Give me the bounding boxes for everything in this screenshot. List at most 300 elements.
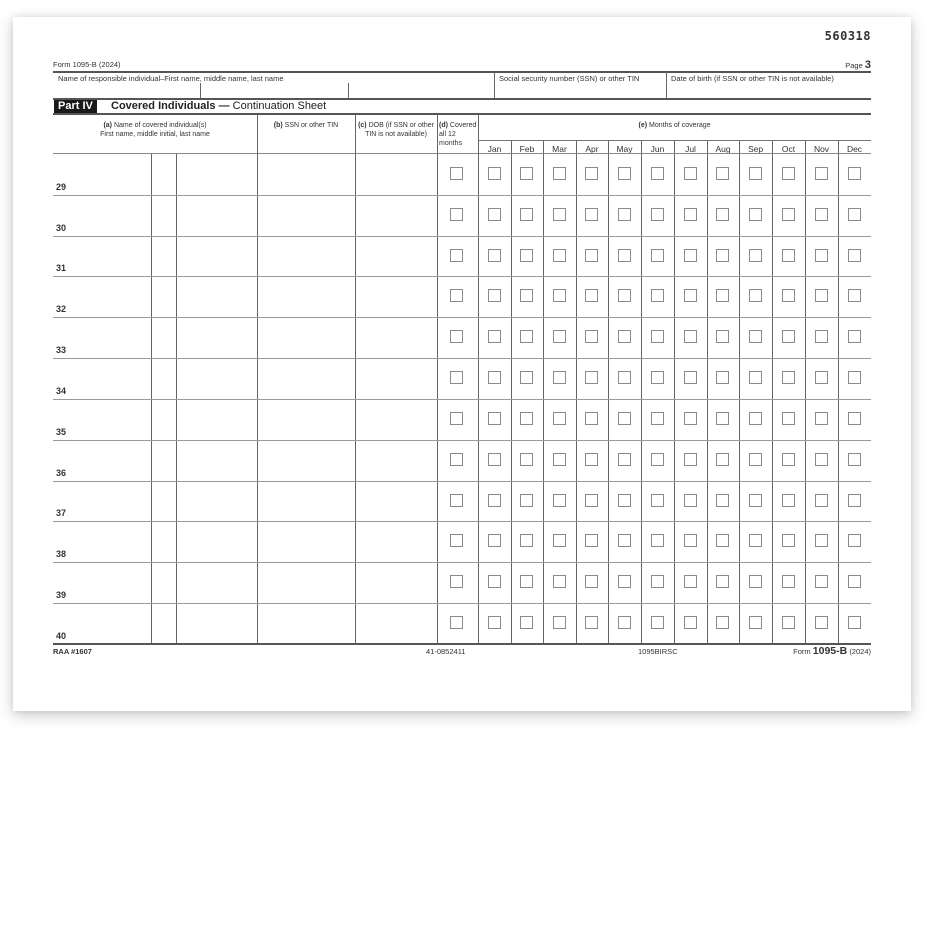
- month-checkbox-nov[interactable]: [815, 494, 828, 507]
- month-checkbox-aug[interactable]: [716, 371, 729, 384]
- covered-all-12-months-checkbox[interactable]: [450, 167, 463, 180]
- month-header-11: Dec: [846, 144, 863, 154]
- month-checkbox-aug[interactable]: [716, 289, 729, 302]
- month-checkbox-jan[interactable]: [488, 208, 501, 221]
- month-checkbox-dec[interactable]: [848, 575, 861, 588]
- page-label: Page: [845, 61, 863, 70]
- month-checkbox-jun[interactable]: [651, 575, 664, 588]
- month-checkbox-jan[interactable]: [488, 371, 501, 384]
- month-header-3: Apr: [585, 144, 599, 154]
- month-header-0: Jan: [487, 144, 502, 154]
- month-checkbox-sep[interactable]: [749, 412, 762, 425]
- month-checkbox-feb[interactable]: [520, 371, 533, 384]
- responsible-name-label: Name of responsible individual–First name, middle name, last name: [58, 74, 284, 83]
- month-checkbox-may[interactable]: [618, 249, 631, 262]
- month-checkbox-may[interactable]: [618, 494, 631, 507]
- month-checkbox-jun[interactable]: [651, 289, 664, 302]
- month-checkbox-may[interactable]: [618, 330, 631, 343]
- col-e-label: Months of coverage: [649, 122, 711, 129]
- month-checkbox-jul[interactable]: [684, 208, 697, 221]
- row-number: 38: [56, 549, 67, 560]
- month-checkbox-jun[interactable]: [651, 167, 664, 180]
- ssn-field[interactable]: [258, 521, 355, 561]
- month-checkbox-aug[interactable]: [716, 412, 729, 425]
- month-checkbox-dec[interactable]: [848, 330, 861, 343]
- month-divider: [772, 141, 773, 644]
- month-checkbox-nov[interactable]: [815, 575, 828, 588]
- month-checkbox-oct[interactable]: [782, 289, 795, 302]
- responsible-name-field[interactable]: [53, 83, 494, 99]
- month-checkbox-dec[interactable]: [848, 412, 861, 425]
- footer-form-year: (2024): [849, 647, 871, 656]
- month-checkbox-sep[interactable]: [749, 371, 762, 384]
- part-title-bold: Covered Individuals —: [111, 100, 230, 112]
- month-checkbox-feb[interactable]: [520, 534, 533, 547]
- name-divider: [200, 83, 201, 99]
- month-checkbox-feb[interactable]: [520, 453, 533, 466]
- row-number: 37: [56, 508, 67, 519]
- dob-field[interactable]: [356, 195, 437, 235]
- ssn-field[interactable]: [258, 195, 355, 235]
- month-checkbox-sep[interactable]: [749, 616, 762, 629]
- month-checkbox-may[interactable]: [618, 453, 631, 466]
- name-middle-field[interactable]: [152, 358, 176, 398]
- month-checkbox-jul[interactable]: [684, 616, 697, 629]
- month-checkbox-may[interactable]: [618, 208, 631, 221]
- col-a-letter: (a): [103, 122, 112, 129]
- month-checkbox-aug[interactable]: [716, 330, 729, 343]
- dob-field[interactable]: [356, 276, 437, 316]
- month-divider: [543, 141, 544, 644]
- name-middle-field[interactable]: [152, 195, 176, 235]
- footer-form-id: [793, 645, 871, 657]
- col-a-header: [53, 121, 257, 139]
- col-c-header: [355, 121, 437, 139]
- month-checkbox-mar[interactable]: [553, 575, 566, 588]
- name-middle-field[interactable]: [152, 154, 176, 194]
- month-checkbox-oct[interactable]: [782, 249, 795, 262]
- responsible-ssn-label: Social security number (SSN) or other TIN: [499, 74, 640, 83]
- month-checkbox-aug[interactable]: [716, 494, 729, 507]
- month-divider: [511, 141, 512, 644]
- footer-form-prefix: Form: [793, 647, 811, 656]
- name-middle-field[interactable]: [152, 276, 176, 316]
- month-checkbox-jan[interactable]: [488, 289, 501, 302]
- month-checkbox-jun[interactable]: [651, 494, 664, 507]
- ssn-field[interactable]: [258, 358, 355, 398]
- month-checkbox-feb[interactable]: [520, 616, 533, 629]
- ssn-field[interactable]: [258, 603, 355, 643]
- name-first-field[interactable]: [53, 603, 151, 643]
- name-last-field[interactable]: [177, 603, 257, 643]
- month-checkbox-apr[interactable]: [585, 249, 598, 262]
- month-checkbox-jun[interactable]: [651, 330, 664, 343]
- month-checkbox-apr[interactable]: [585, 371, 598, 384]
- month-checkbox-feb[interactable]: [520, 208, 533, 221]
- month-divider: [838, 141, 839, 644]
- dob-field[interactable]: [356, 399, 437, 439]
- ssn-field[interactable]: [258, 399, 355, 439]
- name-last-field[interactable]: [177, 317, 257, 357]
- month-checkbox-aug[interactable]: [716, 167, 729, 180]
- month-header-8: Sep: [747, 144, 764, 154]
- month-header-1: Feb: [519, 144, 535, 154]
- month-checkbox-sep[interactable]: [749, 575, 762, 588]
- month-checkbox-jun[interactable]: [651, 208, 664, 221]
- month-checkbox-jan[interactable]: [488, 412, 501, 425]
- raa-code: RAA #1607: [53, 647, 92, 656]
- form-label: Form 1095-B (2024): [53, 60, 121, 69]
- ssn-field[interactable]: [258, 276, 355, 316]
- col-d-letter: (d): [439, 122, 448, 129]
- month-checkbox-nov[interactable]: [815, 330, 828, 343]
- month-checkbox-mar[interactable]: [553, 208, 566, 221]
- month-checkbox-nov[interactable]: [815, 534, 828, 547]
- month-checkbox-dec[interactable]: [848, 249, 861, 262]
- month-checkbox-dec[interactable]: [848, 453, 861, 466]
- page-indicator: [845, 59, 871, 71]
- name-middle-field[interactable]: [152, 521, 176, 561]
- month-checkbox-jul[interactable]: [684, 453, 697, 466]
- month-checkbox-jan[interactable]: [488, 616, 501, 629]
- dob-field[interactable]: [356, 236, 437, 276]
- name-middle-field[interactable]: [152, 236, 176, 276]
- col-b-label: SSN or other TIN: [284, 122, 339, 129]
- month-checkbox-sep[interactable]: [749, 208, 762, 221]
- month-checkbox-jan[interactable]: [488, 575, 501, 588]
- month-checkbox-nov[interactable]: [815, 249, 828, 262]
- month-checkbox-may[interactable]: [618, 289, 631, 302]
- header-rule: [53, 71, 871, 73]
- row-number: 39: [56, 590, 67, 601]
- ssn-field[interactable]: [258, 317, 355, 357]
- part-title-rest: Continuation Sheet: [232, 100, 327, 112]
- col-e-header: [478, 121, 871, 130]
- month-checkbox-sep[interactable]: [749, 534, 762, 547]
- month-checkbox-jan[interactable]: [488, 453, 501, 466]
- name-middle-field[interactable]: [152, 481, 176, 521]
- month-checkbox-jun[interactable]: [651, 249, 664, 262]
- month-checkbox-may[interactable]: [618, 575, 631, 588]
- dob-field[interactable]: [356, 358, 437, 398]
- month-checkbox-may[interactable]: [618, 412, 631, 425]
- month-checkbox-feb[interactable]: [520, 289, 533, 302]
- month-checkbox-dec[interactable]: [848, 494, 861, 507]
- month-checkbox-oct[interactable]: [782, 453, 795, 466]
- month-checkbox-sep[interactable]: [749, 494, 762, 507]
- name-first-field[interactable]: [53, 399, 151, 439]
- month-checkbox-nov[interactable]: [815, 289, 828, 302]
- col-b-header: [257, 121, 355, 130]
- month-checkbox-dec[interactable]: [848, 167, 861, 180]
- col-e-letter: (e): [638, 122, 648, 129]
- row-number: 32: [56, 304, 67, 315]
- month-checkbox-jan[interactable]: [488, 167, 501, 180]
- month-checkbox-jul[interactable]: [684, 534, 697, 547]
- name-last-field[interactable]: [177, 236, 257, 276]
- month-header-4: May: [616, 144, 633, 154]
- month-checkbox-dec[interactable]: [848, 371, 861, 384]
- row-number: 34: [56, 385, 67, 396]
- name-divider: [348, 83, 349, 99]
- month-checkbox-apr[interactable]: [585, 494, 598, 507]
- month-checkbox-mar[interactable]: [553, 167, 566, 180]
- name-first-field[interactable]: [53, 358, 151, 398]
- ssn-field[interactable]: [258, 154, 355, 194]
- name-first-field[interactable]: [53, 521, 151, 561]
- month-checkbox-feb[interactable]: [520, 167, 533, 180]
- name-last-field[interactable]: [177, 399, 257, 439]
- month-divider: [576, 141, 577, 644]
- part-badge: Part IV: [54, 100, 97, 113]
- name-first-field[interactable]: [53, 276, 151, 316]
- covered-all-12-months-checkbox[interactable]: [450, 249, 463, 262]
- name-last-field[interactable]: [177, 276, 257, 316]
- name-middle-field[interactable]: [152, 440, 176, 480]
- month-checkbox-dec[interactable]: [848, 616, 861, 629]
- month-divider: [805, 141, 806, 644]
- month-checkbox-oct[interactable]: [782, 371, 795, 384]
- month-checkbox-aug[interactable]: [716, 534, 729, 547]
- month-checkbox-jan[interactable]: [488, 249, 501, 262]
- month-checkbox-may[interactable]: [618, 534, 631, 547]
- month-checkbox-sep[interactable]: [749, 453, 762, 466]
- part-title: [111, 100, 326, 112]
- name-last-field[interactable]: [177, 481, 257, 521]
- covered-all-12-months-checkbox[interactable]: [450, 575, 463, 588]
- form-code: 1095BIRSC: [638, 647, 678, 656]
- month-checkbox-feb[interactable]: [520, 249, 533, 262]
- month-divider: [641, 141, 642, 644]
- month-checkbox-nov[interactable]: [815, 371, 828, 384]
- month-checkbox-apr[interactable]: [585, 167, 598, 180]
- month-checkbox-may[interactable]: [618, 371, 631, 384]
- month-header-2: Mar: [552, 144, 567, 154]
- name-last-field[interactable]: [177, 440, 257, 480]
- month-checkbox-jul[interactable]: [684, 371, 697, 384]
- responsible-ssn-field[interactable]: [495, 83, 665, 99]
- row-number: 33: [56, 345, 67, 356]
- month-header-6: Jul: [685, 144, 696, 154]
- month-divider: [739, 141, 740, 644]
- month-checkbox-apr[interactable]: [585, 330, 598, 343]
- covered-all-12-months-checkbox[interactable]: [450, 289, 463, 302]
- month-checkbox-mar[interactable]: [553, 371, 566, 384]
- month-checkbox-mar[interactable]: [553, 453, 566, 466]
- name-first-field[interactable]: [53, 481, 151, 521]
- month-checkbox-sep[interactable]: [749, 249, 762, 262]
- ssn-field[interactable]: [258, 481, 355, 521]
- month-checkbox-mar[interactable]: [553, 289, 566, 302]
- month-checkbox-may[interactable]: [618, 616, 631, 629]
- dob-divider: [666, 72, 667, 99]
- month-checkbox-jun[interactable]: [651, 616, 664, 629]
- month-checkbox-jun[interactable]: [651, 412, 664, 425]
- col-c-line2: TIN is not available): [365, 131, 427, 138]
- name-last-field[interactable]: [177, 358, 257, 398]
- row-number: 40: [56, 630, 67, 641]
- month-checkbox-oct[interactable]: [782, 208, 795, 221]
- month-checkbox-sep[interactable]: [749, 289, 762, 302]
- name-last-field[interactable]: [177, 195, 257, 235]
- name-first-field[interactable]: [53, 317, 151, 357]
- month-checkbox-jun[interactable]: [651, 534, 664, 547]
- name-first-field[interactable]: [53, 440, 151, 480]
- month-checkbox-may[interactable]: [618, 167, 631, 180]
- name-last-field[interactable]: [177, 562, 257, 602]
- covered-all-12-months-checkbox[interactable]: [450, 208, 463, 221]
- month-checkbox-sep[interactable]: [749, 330, 762, 343]
- covered-all-12-months-checkbox[interactable]: [450, 330, 463, 343]
- name-first-field[interactable]: [53, 236, 151, 276]
- dob-field[interactable]: [356, 481, 437, 521]
- ssn-field[interactable]: [258, 440, 355, 480]
- month-checkbox-oct[interactable]: [782, 534, 795, 547]
- col-b-letter: (b): [273, 122, 283, 129]
- responsible-dob-label: Date of birth (if SSN or other TIN is not available): [671, 74, 834, 83]
- month-checkbox-oct[interactable]: [782, 330, 795, 343]
- month-checkbox-oct[interactable]: [782, 167, 795, 180]
- month-checkbox-mar[interactable]: [553, 494, 566, 507]
- month-checkbox-nov[interactable]: [815, 412, 828, 425]
- month-checkbox-dec[interactable]: [848, 534, 861, 547]
- month-checkbox-feb[interactable]: [520, 412, 533, 425]
- month-checkbox-mar[interactable]: [553, 330, 566, 343]
- month-checkbox-nov[interactable]: [815, 167, 828, 180]
- col-a-line1: Name of covered individual(s): [113, 122, 207, 129]
- month-checkbox-aug[interactable]: [716, 575, 729, 588]
- dob-field[interactable]: [356, 521, 437, 561]
- month-checkbox-dec[interactable]: [848, 208, 861, 221]
- dob-field[interactable]: [356, 440, 437, 480]
- covered-all-12-months-checkbox[interactable]: [450, 494, 463, 507]
- row-number: 30: [56, 222, 67, 233]
- month-checkbox-oct[interactable]: [782, 412, 795, 425]
- name-first-field[interactable]: [53, 195, 151, 235]
- covered-all-12-months-checkbox[interactable]: [450, 412, 463, 425]
- month-checkbox-jun[interactable]: [651, 453, 664, 466]
- month-checkbox-apr[interactable]: [585, 534, 598, 547]
- month-checkbox-apr[interactable]: [585, 412, 598, 425]
- month-checkbox-jun[interactable]: [651, 371, 664, 384]
- month-checkbox-sep[interactable]: [749, 167, 762, 180]
- page-number: 3: [864, 59, 871, 71]
- col-a-line2: First name, middle initial, last name: [100, 131, 210, 138]
- month-divider: [608, 141, 609, 644]
- month-checkbox-mar[interactable]: [553, 616, 566, 629]
- name-first-field[interactable]: [53, 154, 151, 194]
- row-number: 31: [56, 263, 67, 274]
- ssn-divider: [494, 72, 495, 99]
- month-checkbox-jul[interactable]: [684, 249, 697, 262]
- month-checkbox-apr[interactable]: [585, 616, 598, 629]
- name-last-field[interactable]: [177, 521, 257, 561]
- month-checkbox-feb[interactable]: [520, 494, 533, 507]
- name-middle-field[interactable]: [152, 562, 176, 602]
- covered-all-12-months-checkbox[interactable]: [450, 616, 463, 629]
- row-number: 35: [56, 426, 67, 437]
- month-checkbox-mar[interactable]: [553, 534, 566, 547]
- name-middle-field[interactable]: [152, 399, 176, 439]
- row-number: 29: [56, 181, 67, 192]
- month-checkbox-nov[interactable]: [815, 208, 828, 221]
- month-checkbox-jul[interactable]: [684, 575, 697, 588]
- month-header-10: Nov: [813, 144, 830, 154]
- col-d-header: [437, 121, 479, 148]
- month-checkbox-jul[interactable]: [684, 330, 697, 343]
- month-checkbox-oct[interactable]: [782, 494, 795, 507]
- col-c-letter: (c): [358, 122, 367, 129]
- month-checkbox-feb[interactable]: [520, 330, 533, 343]
- month-checkbox-apr[interactable]: [585, 575, 598, 588]
- month-checkbox-jul[interactable]: [684, 494, 697, 507]
- month-checkbox-aug[interactable]: [716, 208, 729, 221]
- part-rule: [53, 113, 871, 115]
- col-d-divider: [437, 114, 438, 644]
- covered-all-12-months-checkbox[interactable]: [450, 371, 463, 384]
- month-checkbox-jul[interactable]: [684, 412, 697, 425]
- month-header-9: Oct: [781, 144, 796, 154]
- month-checkbox-oct[interactable]: [782, 575, 795, 588]
- month-checkbox-jul[interactable]: [684, 289, 697, 302]
- month-checkbox-aug[interactable]: [716, 453, 729, 466]
- ssn-field[interactable]: [258, 562, 355, 602]
- month-checkbox-nov[interactable]: [815, 453, 828, 466]
- month-checkbox-apr[interactable]: [585, 208, 598, 221]
- footer-form-name: 1095-B: [812, 645, 848, 657]
- responsible-dob-field[interactable]: [667, 83, 871, 99]
- table-bottom-rule: [53, 643, 871, 645]
- dob-field[interactable]: [356, 317, 437, 357]
- month-checkbox-jan[interactable]: [488, 534, 501, 547]
- month-divider: [674, 141, 675, 644]
- month-checkbox-jul[interactable]: [684, 167, 697, 180]
- name-middle-field[interactable]: [152, 603, 176, 643]
- month-checkbox-dec[interactable]: [848, 289, 861, 302]
- month-checkbox-mar[interactable]: [553, 249, 566, 262]
- month-checkbox-aug[interactable]: [716, 616, 729, 629]
- dob-field[interactable]: [356, 603, 437, 643]
- covered-all-12-months-checkbox[interactable]: [450, 453, 463, 466]
- dob-field[interactable]: [356, 154, 437, 194]
- month-checkbox-jan[interactable]: [488, 494, 501, 507]
- col-e-divider: [478, 114, 479, 644]
- month-checkbox-mar[interactable]: [553, 412, 566, 425]
- name-first-field[interactable]: [53, 562, 151, 602]
- month-divider: [707, 141, 708, 644]
- month-checkbox-apr[interactable]: [585, 289, 598, 302]
- month-header-5: Jun: [650, 144, 665, 154]
- covered-all-12-months-checkbox[interactable]: [450, 534, 463, 547]
- row-number: 36: [56, 467, 67, 478]
- month-checkbox-nov[interactable]: [815, 616, 828, 629]
- col-c-line1: DOB (if SSN or other: [368, 122, 434, 129]
- month-checkbox-oct[interactable]: [782, 616, 795, 629]
- month-header-7: Aug: [715, 144, 731, 154]
- col-d-line2: all 12 months: [439, 131, 462, 147]
- name-last-field[interactable]: [177, 154, 257, 194]
- ein: 41-0852411: [426, 647, 466, 656]
- month-checkbox-feb[interactable]: [520, 575, 533, 588]
- control-number: 560318: [824, 29, 871, 43]
- dob-field[interactable]: [356, 562, 437, 602]
- name-middle-field[interactable]: [152, 317, 176, 357]
- col-d-line1: Covered: [449, 122, 477, 129]
- ssn-field[interactable]: [258, 236, 355, 276]
- month-checkbox-jan[interactable]: [488, 330, 501, 343]
- month-checkbox-apr[interactable]: [585, 453, 598, 466]
- month-checkbox-aug[interactable]: [716, 249, 729, 262]
